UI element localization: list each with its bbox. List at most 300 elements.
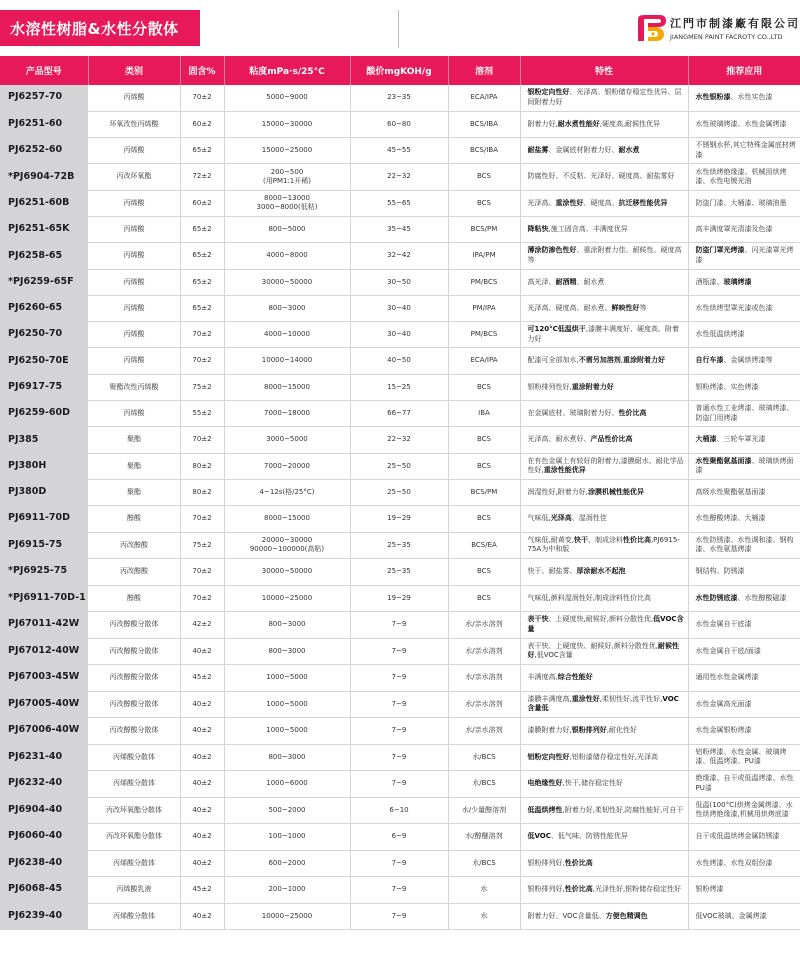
solvent: 水/亲水溶剂 <box>448 638 520 665</box>
product-type: 丙烯酸分散体 <box>88 903 180 930</box>
text-segment: 低温(100°C)烘烤金属烤漆、水性烘烤绝缘漆,机械用烘烤底漆 <box>695 800 793 819</box>
product-code: PJ67003-45W <box>0 665 88 692</box>
product-code: PJ380D <box>0 479 88 505</box>
table-row <box>0 348 800 374</box>
product-code: PJ6060-40 <box>0 824 88 851</box>
acid-value: 23~35 <box>350 85 448 111</box>
text-segment: , <box>620 356 623 365</box>
product-code: PJ6258-65 <box>0 243 88 269</box>
recommended-application <box>688 453 800 479</box>
solid-content: 65±2 <box>180 216 224 242</box>
text-segment: 性价比高 <box>618 408 647 417</box>
properties <box>520 111 688 137</box>
viscosity: 800~3000 <box>224 295 350 321</box>
product-code: PJ67005-40W <box>0 691 88 718</box>
properties <box>520 691 688 718</box>
table-row <box>0 269 800 295</box>
table-row <box>0 322 800 348</box>
product-type: 丙改醇酸分散体 <box>88 691 180 718</box>
column-header: 固含% <box>180 56 224 85</box>
text-segment: 水性玻璃烤漆、水性金属烤漆 <box>695 119 787 128</box>
text-segment: 重涂性好 <box>571 694 600 703</box>
solid-content: 42±2 <box>180 612 224 639</box>
product-code: *PJ6911-70D-1 <box>0 585 88 612</box>
product-code: PJ6257-70 <box>0 85 88 111</box>
text-segment: ,硬度高,耐候性优异 <box>599 119 661 128</box>
text-segment: 、三轮车罩光漆 <box>716 435 766 444</box>
table-header-row <box>0 56 800 85</box>
product-type: 环氧改性丙烯酸 <box>88 111 180 137</box>
text-segment: 在有色金属上有较好的附着力,漆膜耐水、耐化学品性好, <box>527 456 684 475</box>
text-segment: 银粉排列好 <box>571 726 607 735</box>
solid-content: 40±2 <box>180 638 224 665</box>
solid-content: 70±2 <box>180 348 224 374</box>
text-segment: 银粉排列好, <box>527 885 565 894</box>
solid-content: 72±2 <box>180 164 224 190</box>
acid-value: 22~32 <box>350 164 448 190</box>
text-segment: 水性金属高光面漆 <box>695 699 752 708</box>
recommended-application <box>688 718 800 745</box>
solvent: IPA/PM <box>448 243 520 269</box>
solid-content: 80±2 <box>180 453 224 479</box>
text-segment: ,耐化性好 <box>606 726 637 735</box>
viscosity: 600~2000 <box>224 850 350 877</box>
column-header: 酸价mgKOH/g <box>350 56 448 85</box>
viscosity: 1000~5000 <box>224 665 350 692</box>
viscosity: 1000~5000 <box>224 691 350 718</box>
acid-value: 32~42 <box>350 243 448 269</box>
recommended-application <box>688 506 800 532</box>
text-segment: 低VOC玻璃、金属烤漆 <box>695 911 767 920</box>
text-segment: ,漆膜丰满度好、硬度高、附着力好 <box>527 325 679 343</box>
text-segment: 耐水煮性能好 <box>557 119 600 128</box>
properties <box>520 453 688 479</box>
acid-value: 25~35 <box>350 559 448 586</box>
recommended-application <box>688 479 800 505</box>
text-segment: 抗迁移性能优异 <box>618 198 668 207</box>
solid-content: 40±2 <box>180 691 224 718</box>
product-type: 丙改醇酸分散体 <box>88 638 180 665</box>
text-segment: 、湿润性佳 <box>571 514 607 523</box>
text-segment: 耐水煮 <box>618 146 640 155</box>
text-segment: 水性防锈漆、水性调和漆、钢构漆、水性氨基烤漆 <box>695 535 794 554</box>
viscosity: 3000~5000 <box>224 427 350 453</box>
text-segment: 水性金属银粉烤漆 <box>695 726 752 735</box>
company-name-cn: 江門市制漆廠有限公司 <box>670 17 800 30</box>
table-body <box>0 85 800 930</box>
acid-value: 19~29 <box>350 585 448 612</box>
viscosity: 8000~15000 <box>224 506 350 532</box>
text-segment: 电绝缘性好 <box>527 779 563 788</box>
product-type: 丙改醇酸分散体 <box>88 665 180 692</box>
product-code: PJ6250-70 <box>0 322 88 348</box>
product-type: 丙烯酸 <box>88 295 180 321</box>
text-segment: 气味低,颜料湿润性好,制成涂料性价比高 <box>527 593 651 602</box>
solvent: IBA <box>448 401 520 427</box>
viscosity: 15000~25000 <box>224 138 350 164</box>
solvent: 水/醇醚溶剂 <box>448 824 520 851</box>
text-segment: 、重涂附着力佳、耐候性、硬度高等 <box>527 246 682 264</box>
product-type: 醇酸 <box>88 506 180 532</box>
table-row <box>0 824 800 851</box>
recommended-application <box>688 348 800 374</box>
table-row <box>0 532 800 559</box>
product-type: 丙烯酸 <box>88 269 180 295</box>
properties <box>520 665 688 692</box>
text-segment: 钢结构、防锈漆 <box>695 567 745 576</box>
recommended-application <box>688 401 800 427</box>
viscosity: 4~12s(格/25°C) <box>224 479 350 505</box>
column-header: 粘度mPa·s/25°C <box>224 56 350 85</box>
solvent: BCS/IBA <box>448 138 520 164</box>
header-divider <box>398 10 399 48</box>
solvent: BCS <box>448 374 520 400</box>
table-row <box>0 111 800 137</box>
solvent: BCS/PM <box>448 479 520 505</box>
solid-content: 70±2 <box>180 427 224 453</box>
text-segment: 降粘快 <box>527 224 549 233</box>
text-segment: 表干快 <box>527 615 549 624</box>
viscosity: 200~1000 <box>224 877 350 904</box>
solid-content: 70±2 <box>180 559 224 586</box>
product-code: PJ6915-75 <box>0 532 88 559</box>
column-header: 推荐应用 <box>688 56 800 85</box>
properties <box>520 877 688 904</box>
solid-content: 70±2 <box>180 85 224 111</box>
properties <box>520 559 688 586</box>
product-type: 丙烯酸 <box>88 138 180 164</box>
text-segment: 自干或低温烘烤金属防锈漆 <box>695 832 780 841</box>
solid-content: 45±2 <box>180 665 224 692</box>
text-segment: 水性金属自干底漆 <box>695 620 752 629</box>
product-code: PJ6251-65K <box>0 216 88 242</box>
acid-value: 66~77 <box>350 401 448 427</box>
solvent: BCS <box>448 506 520 532</box>
product-type: 丙烯酸分散体 <box>88 744 180 771</box>
text-segment: 银粉排列性好, <box>527 382 572 391</box>
viscosity: 5000~9000 <box>224 85 350 111</box>
solvent: BCS/PM <box>448 216 520 242</box>
properties <box>520 479 688 505</box>
viscosity: 20000~30000 90000~100000(高粘) <box>224 532 350 559</box>
solid-content: 75±2 <box>180 532 224 559</box>
text-segment: 水性醇酸烤漆、大桶漆 <box>695 514 766 523</box>
solid-content: 65±2 <box>180 138 224 164</box>
solvent: 水 <box>448 903 520 930</box>
solvent: BCS/EA <box>448 532 520 559</box>
acid-value: 30~40 <box>350 322 448 348</box>
logo-emblem-icon <box>634 13 668 43</box>
recommended-application <box>688 374 800 400</box>
solid-content: 70±2 <box>180 585 224 612</box>
product-type: 丙烯酸分散体 <box>88 771 180 798</box>
solvent: BCS <box>448 585 520 612</box>
properties <box>520 427 688 453</box>
text-segment: 水性烘烤绝缘漆、机械用烘烤漆、水性电镀光油 <box>695 167 787 186</box>
text-segment: ,铝粉漆储存稳定性好,光泽高 <box>569 752 658 761</box>
viscosity: 30000~50000 <box>224 269 350 295</box>
recommended-application <box>688 824 800 851</box>
product-type: 丙烯酸 <box>88 85 180 111</box>
text-segment: 铝粉烤漆、水性金属、玻璃烤漆、低温烤漆、PU漆 <box>695 747 787 766</box>
product-code: *PJ6259-65F <box>0 269 88 295</box>
text-segment: 高级水性聚酯氨基面漆 <box>695 487 766 496</box>
acid-value: 60~80 <box>350 111 448 137</box>
product-type: 丙烯酸 <box>88 243 180 269</box>
product-table <box>0 56 800 930</box>
viscosity: 10000~14000 <box>224 348 350 374</box>
solvent: BCS <box>448 453 520 479</box>
product-type: 醇酸 <box>88 585 180 612</box>
product-code: PJ6232-40 <box>0 771 88 798</box>
solid-content: 55±2 <box>180 401 224 427</box>
table-row <box>0 85 800 111</box>
text-segment: 厚涂耐水不起泡 <box>576 567 626 576</box>
acid-value: 19~29 <box>350 506 448 532</box>
product-type: 丙改环氧酯 <box>88 164 180 190</box>
properties <box>520 771 688 798</box>
text-segment: 方便色精调色 <box>605 911 648 920</box>
properties <box>520 190 688 216</box>
text-segment: 酒瓶漆、 <box>695 277 724 286</box>
properties <box>520 612 688 639</box>
acid-value: 7~9 <box>350 665 448 692</box>
solvent: 水/亲水溶剂 <box>448 718 520 745</box>
text-segment: ,快干,储存稳定性好 <box>562 779 623 788</box>
acid-value: 25~50 <box>350 453 448 479</box>
recommended-application <box>688 269 800 295</box>
product-code: PJ385 <box>0 427 88 453</box>
column-header: 溶剂 <box>448 56 520 85</box>
solid-content: 40±2 <box>180 744 224 771</box>
text-segment: 高光泽、 <box>527 277 556 286</box>
text-segment: 、低气味、防锈性能优异 <box>550 832 628 841</box>
product-code: PJ6068-45 <box>0 877 88 904</box>
viscosity: 7000~18000 <box>224 401 350 427</box>
text-segment: 、金属烘烤漆等 <box>723 356 773 365</box>
viscosity: 4000~8000 <box>224 243 350 269</box>
viscosity: 8000~13000 3000~8000(低粘) <box>224 190 350 216</box>
product-code: PJ6250-70E <box>0 348 88 374</box>
acid-value: 7~9 <box>350 771 448 798</box>
table-row <box>0 797 800 824</box>
text-segment: 耐酒精 <box>555 277 577 286</box>
text-segment: 在金属底材、玻璃附着力好、 <box>527 408 619 417</box>
acid-value: 30~50 <box>350 269 448 295</box>
recommended-application <box>688 243 800 269</box>
solvent: BCS <box>448 190 520 216</box>
product-type: 丙烯酸分散体 <box>88 850 180 877</box>
product-code: PJ6259-60D <box>0 401 88 427</box>
acid-value: 25~35 <box>350 532 448 559</box>
acid-value: 7~9 <box>350 744 448 771</box>
page-title: 水溶性树脂&水性分散体 <box>0 10 200 46</box>
properties <box>520 824 688 851</box>
text-segment: 润湿性好,附着力好, <box>527 487 588 496</box>
text-segment: 自行车漆 <box>695 356 724 365</box>
text-segment: 光泽高、耐水煮好、 <box>527 435 591 444</box>
text-segment: 、耐水煮 <box>576 277 605 286</box>
viscosity: 200~500 (用PM1:1开稀) <box>224 164 350 190</box>
text-segment: 薄涂防渗色性好 <box>527 246 577 255</box>
product-type: 丙烯酸 <box>88 216 180 242</box>
solid-content: 40±2 <box>180 718 224 745</box>
text-segment: 产品性价比高 <box>590 435 633 444</box>
recommended-application <box>688 877 800 904</box>
text-segment: 绝缘漆、自干或低温烤漆、水性PU漆 <box>695 774 794 792</box>
text-segment: 银粉排列好, <box>527 858 565 867</box>
viscosity: 10000~25000 <box>224 903 350 930</box>
company-logo <box>634 11 800 49</box>
solvent: BCS <box>448 559 520 586</box>
text-segment: 普通水性工业烤漆、玻璃烤漆、防盗门用烤漆 <box>695 404 794 422</box>
text-segment: 、金属底材附着力好、 <box>548 146 619 155</box>
text-segment: 银粉烤漆 <box>695 885 724 894</box>
viscosity: 7000~20000 <box>224 453 350 479</box>
recommended-application <box>688 585 800 612</box>
table-row <box>0 138 800 164</box>
acid-value: 22~32 <box>350 427 448 453</box>
text-segment: 低温烘烤性 <box>527 805 563 814</box>
product-code: *PJ6904-72B <box>0 164 88 190</box>
acid-value: 6~10 <box>350 797 448 824</box>
solid-content: 60±2 <box>180 111 224 137</box>
acid-value: 30~40 <box>350 295 448 321</box>
text-segment: 不需另加溶剂 <box>578 356 621 365</box>
recommended-application <box>688 850 800 877</box>
product-type: 丙烯酸 <box>88 401 180 427</box>
properties <box>520 322 688 348</box>
product-code: PJ380H <box>0 453 88 479</box>
text-segment: 重涂性能优异 <box>543 466 586 475</box>
text-segment: 重涂性好 <box>555 198 584 207</box>
text-segment: 铝粉定向性好 <box>527 752 570 761</box>
text-segment: 综合性能好 <box>557 673 593 682</box>
product-code: PJ6238-40 <box>0 850 88 877</box>
text-segment: 防腐性好、不反粘、光泽好、硬度高、耐盐雾好 <box>527 172 675 181</box>
viscosity: 800~3000 <box>224 612 350 639</box>
text-segment: ,PJ6915-75A为中和版 <box>527 535 680 554</box>
properties <box>520 401 688 427</box>
text-segment: 附着力好, <box>527 119 558 128</box>
text-segment: 水性银粉漆 <box>695 93 731 102</box>
table-row <box>0 374 800 400</box>
text-segment: 表干快、上硬度快、耐候好,颜料分散性优, <box>527 641 658 650</box>
product-type: 丙改醇酸分散体 <box>88 612 180 639</box>
text-segment: 水性金属自干底/面漆 <box>695 646 761 655</box>
solid-content: 45±2 <box>180 877 224 904</box>
text-segment: 光泽高、 <box>527 198 556 207</box>
solid-content: 40±2 <box>180 903 224 930</box>
text-segment: ,柔韧性好,流平性好, <box>599 694 663 703</box>
text-segment: 低VOC含量 <box>527 615 684 633</box>
recommended-application <box>688 797 800 824</box>
properties <box>520 138 688 164</box>
viscosity: 1000~5000 <box>224 718 350 745</box>
product-type: 丙烯酸 <box>88 322 180 348</box>
product-type: 聚酯 <box>88 453 180 479</box>
product-code: *PJ6925-75 <box>0 559 88 586</box>
table-row <box>0 427 800 453</box>
product-code: PJ6231-40 <box>0 744 88 771</box>
table-row <box>0 744 800 771</box>
solid-content: 70±2 <box>180 322 224 348</box>
recommended-application <box>688 111 800 137</box>
properties <box>520 850 688 877</box>
table-row <box>0 190 800 216</box>
viscosity: 10000~25000 <box>224 585 350 612</box>
properties <box>520 506 688 532</box>
text-segment: 水性烤漆、水性双组份漆 <box>695 858 773 867</box>
text-segment: 光泽高、硬度高、耐水煮、 <box>527 303 612 312</box>
text-segment: 、上硬度快,耐候好,颜料分散性优, <box>548 615 654 624</box>
table-row <box>0 243 800 269</box>
table-row <box>0 718 800 745</box>
text-segment: 高丰满度罩光清漆及色漆 <box>695 224 773 233</box>
product-code: PJ6911-70D <box>0 506 88 532</box>
viscosity: 8000~15000 <box>224 374 350 400</box>
recommended-application <box>688 638 800 665</box>
recommended-application <box>688 322 800 348</box>
acid-value: 7~9 <box>350 850 448 877</box>
table-row <box>0 401 800 427</box>
viscosity: 30000~50000 <box>224 559 350 586</box>
table-row <box>0 506 800 532</box>
product-code: PJ6917-75 <box>0 374 88 400</box>
text-segment: 通用性水性金属烤漆 <box>695 673 759 682</box>
text-segment: ,施工固含高、丰满度优异 <box>548 224 628 233</box>
text-segment: 耐候性好 <box>527 641 679 660</box>
product-code: PJ6251-60 <box>0 111 88 137</box>
viscosity: 15000~30000 <box>224 111 350 137</box>
text-segment: 水性烘烤型罩光漆或色漆 <box>695 303 773 312</box>
recommended-application <box>688 771 800 798</box>
text-segment: 可120°C低温烘干 <box>527 325 586 334</box>
solvent: BCS/IBA <box>448 111 520 137</box>
text-segment: 重涂附着力好 <box>622 356 665 365</box>
viscosity: 1000~6000 <box>224 771 350 798</box>
recommended-application <box>688 532 800 559</box>
solvent: PM/BCS <box>448 322 520 348</box>
text-segment: 等 <box>639 303 647 312</box>
properties <box>520 348 688 374</box>
text-segment: 水性低温烘烤漆 <box>695 330 745 339</box>
properties <box>520 295 688 321</box>
recommended-application <box>688 691 800 718</box>
acid-value: 7~9 <box>350 903 448 930</box>
solid-content: 70±2 <box>180 506 224 532</box>
solvent: 水/BCS <box>448 771 520 798</box>
table-row <box>0 295 800 321</box>
solvent: BCS <box>448 427 520 453</box>
solid-content: 40±2 <box>180 797 224 824</box>
product-type: 丙改醇酸分散体 <box>88 718 180 745</box>
product-type: 丙烯酸 <box>88 190 180 216</box>
text-segment: 大桶漆 <box>695 435 717 444</box>
acid-value: 55~65 <box>350 190 448 216</box>
properties <box>520 585 688 612</box>
text-segment: 防盗门罩光烤漆 <box>695 246 745 255</box>
table-row <box>0 771 800 798</box>
table-row <box>0 903 800 930</box>
text-segment: 银粉烤漆、实色烤漆 <box>695 382 759 391</box>
column-header: 特性 <box>520 56 688 85</box>
recommended-application <box>688 612 800 639</box>
table-row <box>0 638 800 665</box>
solvent: 水/BCS <box>448 850 520 877</box>
product-code: PJ6251-60B <box>0 190 88 216</box>
recommended-application <box>688 216 800 242</box>
